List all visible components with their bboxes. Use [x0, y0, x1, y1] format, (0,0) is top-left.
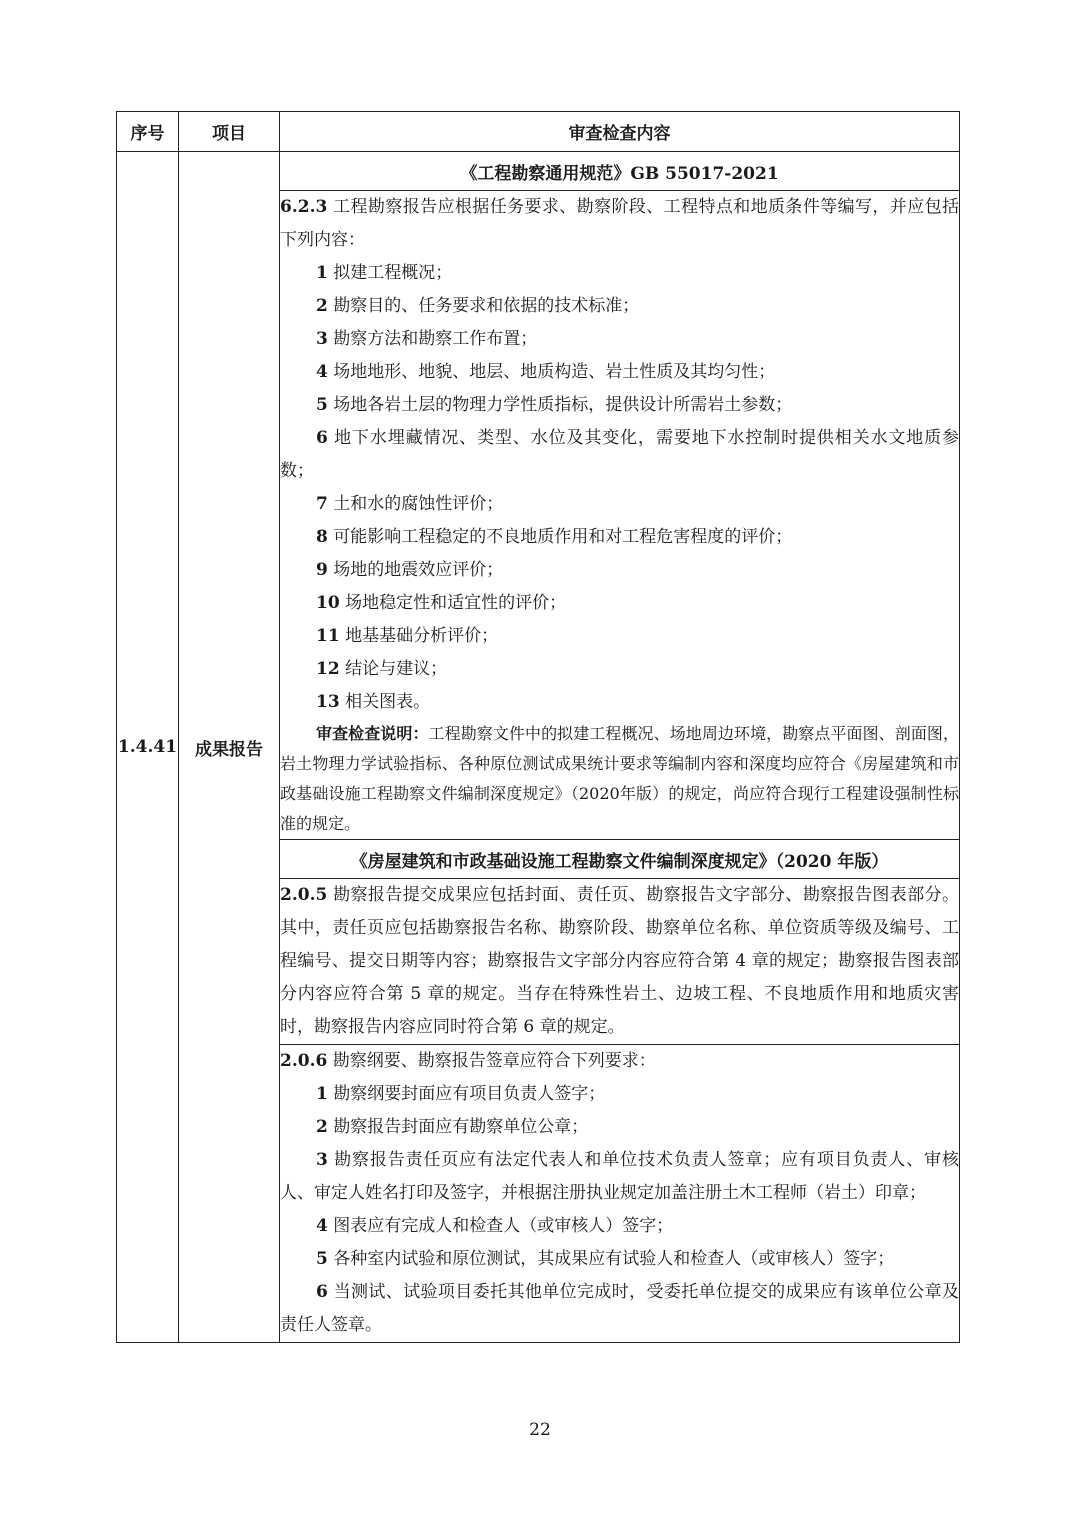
list-item: 2 勘察目的、任务要求和依据的技术标准； [316, 296, 640, 316]
list-item: 5 各种室内试验和原位测试，其成果应有试验人和检查人（或审核人）签字； [316, 1249, 895, 1269]
list-item: 5 场地各岩土层的物理力学性质指标，提供设计所需岩土参数； [316, 395, 793, 415]
clause-number: 2.0.6 [280, 1051, 328, 1071]
clause-number: 6.2.3 [280, 197, 328, 217]
standard-title-1: 《工程勘察通用规范》GB 55017-2021 [280, 152, 960, 191]
clause-2-0-6 [280, 1045, 960, 1343]
list-item: 11 地基基础分析评价； [316, 626, 499, 646]
list-item: 9 场地的地震效应评价； [316, 560, 504, 580]
review-note [280, 719, 959, 839]
header-serial: 序号 [117, 112, 179, 152]
header-content: 审查检查内容 [280, 112, 960, 152]
clause-6-2-3 [280, 191, 960, 840]
list-item: 4 图表应有完成人和检查人（或审核人）签字； [316, 1216, 674, 1236]
standard-title-2: 《房屋建筑和市政基础设施工程勘察文件编制深度规定》（2020 年版） [280, 840, 960, 879]
clause-lead: 工程勘察报告应根据任务要求、勘察阶段、工程特点和地质条件等编写，并应包括下列内容： [280, 197, 959, 250]
page-number: 22 [529, 1420, 551, 1440]
clause-number: 2.0.5 [280, 885, 328, 905]
header-row [117, 112, 960, 152]
list-item: 1 拟建工程概况； [316, 263, 453, 283]
clause-lead: 勘察纲要、勘察报告签章应符合下列要求： [327, 1051, 656, 1071]
list-item: 2 勘察报告封面应有勘察单位公章； [316, 1117, 589, 1137]
list-item: 10 场地稳定性和适宜性的评价； [316, 593, 567, 613]
header-item: 项目 [179, 112, 280, 152]
list-item: 1 勘察纲要封面应有项目负责人签字； [316, 1084, 606, 1104]
review-note-text: 工程勘察文件中的拟建工程概况、场地周边环境，勘察点平面图、剖面图，岩土物理力学试验指标、各种原位测试成果统计要求等编制内容和深度均应符合《房屋建筑和市政基础设施工程勘察文件编制深度规定》（2020年版）的规定，尚应符合现行工程建设强制性标准的规定。 [280, 724, 959, 833]
row-serial: 1.4.41 [117, 152, 179, 1343]
list-item: 6 当测试、试验项目委托其他单位完成时，受委托单位提交的成果应有该单位公章及责任人签章。 [280, 1282, 959, 1335]
list-item: 4 场地地形、地貌、地层、地质构造、岩土性质及其均匀性； [316, 362, 776, 382]
list-item: 13 相关图表。 [316, 692, 431, 712]
review-table [116, 111, 960, 1343]
row-item: 成果报告 [179, 152, 280, 1343]
list-item: 6 地下水埋藏情况、类型、水位及其变化，需要地下水控制时提供相关水文地质参数； [280, 428, 959, 481]
review-note-label: 审查检查说明： [316, 724, 429, 743]
list-item: 3 勘察方法和勘察工作布置； [316, 329, 538, 349]
clause-text: 勘察报告提交成果应包括封面、责任页、勘察报告文字部分、勘察报告图表部分。其中，责任页应包括勘察报告名称、勘察阶段、勘察单位名称、单位资质等级及编号、工程编号、提交日期等内容；勘察报告文字部分内容应符合第 4 章的规定；勘察报告图表部分内容应符合第 5 章的规定。当存在特殊性岩土、边坡工程、不良地质作用和地质灾害时，勘察报告内容应同时符合第 6 章的规定。 [280, 885, 959, 1037]
list-item: 12 结论与建议； [316, 659, 448, 679]
list-item: 8 可能影响工程稳定的不良地质作用和对工程危害程度的评价； [316, 527, 793, 547]
list-item: 3 勘察报告责任页应有法定代表人和单位技术负责人签章；应有项目负责人、审核人、审定人姓名打印及签字，并根据注册执业规定加盖注册土木工程师（岩土）印章； [280, 1150, 959, 1203]
list-item: 7 土和水的腐蚀性评价； [316, 494, 504, 514]
clause-2-0-5 [280, 879, 960, 1045]
